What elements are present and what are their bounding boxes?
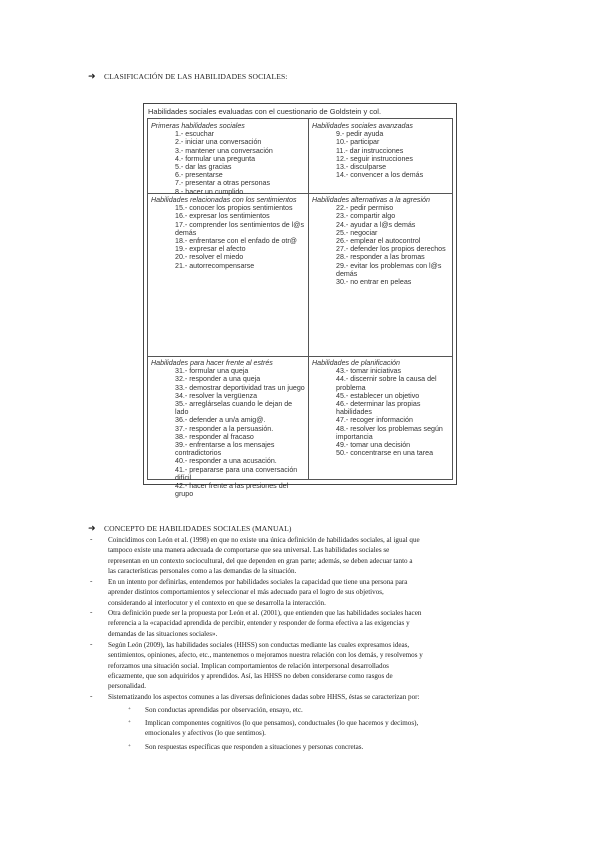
table-item: 5.- dar las gracias — [175, 163, 232, 172]
table-item: 27.- defender los propios derechos — [336, 245, 446, 254]
table-item: 36.- defender a un/a amig@. — [175, 416, 266, 425]
table-item: 18.- enfrentarse con el enfado de otr@ — [175, 237, 297, 246]
table-item: 32.- responder a una queja — [175, 375, 261, 384]
table-item: 26.- emplear el autocontrol — [336, 237, 421, 246]
table-item: 46.- determinar las propias habilidades — [336, 400, 421, 417]
sub-bullet-text — [145, 718, 526, 739]
table-item: 13.- disculparse — [336, 163, 387, 172]
heading-text: CONCEPTO DE HABILIDADES SOCIALES (MANUAL) — [104, 524, 292, 533]
table-item: 37.- responder a la persuasión. — [175, 424, 274, 433]
table-cell-avanzadas — [312, 122, 452, 179]
dash-bullet: - — [90, 535, 93, 543]
cell-header: Habilidades de planificación — [312, 359, 400, 367]
arrow-icon: ➜ — [88, 524, 96, 534]
table-cell-primeras — [151, 122, 305, 196]
table-item: 9.- pedir ayuda — [336, 130, 384, 139]
table-item: 45.- establecer un objetivo — [336, 391, 420, 400]
text-line: sentimientos, opiniones, afecto, etc., mantenemos o mejoramos nuestra relación con los demás, y resolvemos y — [108, 651, 423, 660]
text-line: Son respuestas específicas que responden a situaciones y personas concretas. — [145, 743, 364, 751]
text-line: considerando al interlocutor y el contexto en que se desarrolla la interacción. — [108, 598, 326, 607]
table-item: 22.- pedir permiso — [336, 204, 394, 213]
table-item: 31.- formular una queja — [175, 367, 249, 376]
table-item: 23.- compartir algo — [336, 212, 396, 221]
table-item: 15.- conocer los propios sentimientos — [175, 204, 293, 213]
table-item: 40.- responder a una acusación. — [175, 457, 277, 466]
table-item: 4.- formular una pregunta — [175, 154, 256, 163]
table-item: 25.- negociar — [336, 228, 378, 237]
table-item: 47.- recoger información — [336, 416, 413, 425]
skills-table-image — [143, 103, 457, 499]
text-line: Coincidimos con León et al. (1998) en que no existe una única definición de habilidades sociales, al igual que — [108, 536, 420, 544]
table-item: 44.- discernir sobre la causa del problema — [336, 375, 437, 392]
text-line: Implican componentes cognitivos (lo que pensamos), conductuales (lo que hacemos y decimos), — [145, 719, 419, 727]
table-item: 48.- resolver los problemas según importancia — [336, 424, 443, 441]
table-item: 50.- concentrarse en una tarea — [336, 449, 434, 458]
table-item: 21.- autorrecompensarse — [175, 261, 255, 270]
table-cell-planificacion — [312, 359, 452, 457]
text-line: Sistematizando los aspectos comunes a las diversas definiciones dadas sobre HHSS, éstas se caracterizan por: — [108, 693, 420, 701]
table-item: 49.- tomar una decisión — [336, 441, 411, 450]
table-item: 24.- ayudar a l@s demás — [336, 220, 416, 229]
cell-header: Habilidades relacionadas con los sentimientos — [151, 196, 297, 204]
table-item: 2.- iniciar una conversación — [175, 138, 262, 147]
text-line: emocionales y afectivos (lo que sentimos). — [145, 729, 266, 738]
cell-header: Habilidades para hacer frente al estrés — [151, 359, 273, 367]
table-item: 14.- convencer a los demás — [336, 171, 424, 180]
table-item: 17.- comprender los sentimientos de l@s demás — [175, 220, 305, 237]
dash-bullet: - — [90, 692, 93, 700]
table-item: 41.- prepararse para una conversación difícil — [175, 465, 298, 482]
cell-header: Habilidades alternativas a la agresión — [312, 196, 430, 204]
heading-text: CLASIFICACIÓN DE LAS HABILIDADES SOCIALES: — [104, 72, 288, 81]
table-item: 43.- tomar iniciativas — [336, 367, 402, 376]
text-line: Otra definición puede ser la propuesta por León et al. (2001), que entienden que las habilidades sociales hacen — [108, 609, 422, 617]
table-item: 28.- responder a las bromas — [336, 253, 425, 262]
text-line: En un intento por definirlas, entendemos por habilidades sociales la capacidad que tiene una persona para — [108, 578, 408, 586]
plus-bullet-icon: + — [128, 720, 131, 725]
table-item: 11.- dar instrucciones — [336, 146, 404, 155]
section-heading-concepto — [88, 524, 291, 534]
table-item: 8.- hacer un cumplido — [175, 187, 244, 196]
paragraph-3 — [108, 608, 526, 639]
table-item: 16.- expresar los sentimientos — [175, 212, 270, 221]
dash-bullet: - — [90, 608, 93, 616]
table-cell-estres — [151, 359, 305, 498]
plus-bullet-icon: + — [128, 707, 131, 712]
table-item: 30.- no entrar en peleas — [336, 278, 412, 287]
table-item: 29.- evitar los problemas con l@s demás — [336, 261, 442, 278]
table-divider-vertical — [308, 119, 309, 479]
plus-bullet-icon: + — [128, 744, 131, 749]
table-item: 33.- demostrar deportividad tras un juego — [175, 383, 305, 392]
text-line: las características personales como a las demandas de la situación. — [108, 566, 297, 575]
table-grid — [147, 118, 453, 499]
table-item: 20.- resolver el miedo — [175, 253, 244, 262]
table-item: 10.- participar — [336, 138, 380, 147]
table-item: 39.- enfrentarse a los mensajes contradictorios — [175, 441, 275, 458]
table-item: 35.- arreglárselas cuando le dejan de lado — [175, 400, 293, 417]
text-line: reforzamos una situación social. Implican comportamientos de relación interpersonal desarrollados — [108, 661, 389, 670]
paragraph-2 — [108, 577, 526, 608]
table-item: 6.- presentarse — [175, 171, 223, 180]
text-line: eficazmente, que son adquiridos y aprendidos. Así, las HHSS no deben considerarse como rasgos de — [108, 671, 393, 680]
text-line: referencia a la «capacidad aprendida de percibir, entender y responder de forma efectiva a las exigencias y — [108, 619, 410, 628]
table-item: 1.- escuchar — [175, 130, 215, 139]
section-heading-clasificacion — [88, 72, 288, 82]
text-line: personalidad. — [108, 682, 147, 691]
table-item: 42.- hacer frente a las presiones del grupo — [175, 482, 289, 499]
text-line: Son conductas aprendidas por observación, ensayo, etc. — [145, 706, 303, 714]
table-item: 12.- seguir instrucciones — [336, 154, 413, 163]
text-line: demandas de las situaciones sociales». — [108, 629, 218, 638]
table-title: Habilidades sociales evaluadas con el cuestionario de Goldstein y col. — [148, 107, 382, 116]
table-item: 19.- expresar el afecto — [175, 245, 246, 254]
table-cell-alternativas — [312, 196, 452, 286]
text-line: aprender distintos comportamientos y seleccionar el más adecuado para el logro de sus objetivos, — [108, 588, 384, 597]
table-item: 3.- mantener una conversación — [175, 146, 273, 155]
dash-bullet: - — [90, 640, 93, 648]
cell-header: Primeras habilidades sociales — [151, 122, 245, 130]
table-divider-row2 — [148, 356, 452, 357]
table-item: 7.- presentar a otras personas — [175, 179, 271, 188]
paragraph-5 — [108, 692, 526, 702]
text-line: tampoco existe una manera adecuada de comportarse que sea universal. Las habilidades sociales se — [108, 546, 390, 555]
text-line: Según León (2009), las habilidades sociales (HHSS) son conductas mediante las cuales expresamos ideas, — [108, 641, 410, 649]
text-line: representan en un contexto sociocultural, del que dependen en gran parte; además, se deben adecuar tanto a — [108, 556, 413, 565]
paragraph-4 — [108, 640, 526, 691]
paragraph-1 — [108, 535, 526, 576]
table-item: 34.- resolver la vergüenza — [175, 391, 258, 400]
dash-bullet: - — [90, 577, 93, 585]
table-item: 38.- responder al fracaso — [175, 432, 254, 441]
table-cell-sentimientos — [151, 196, 305, 270]
arrow-icon: ➜ — [88, 72, 96, 82]
cell-header: Habilidades sociales avanzadas — [312, 122, 413, 130]
